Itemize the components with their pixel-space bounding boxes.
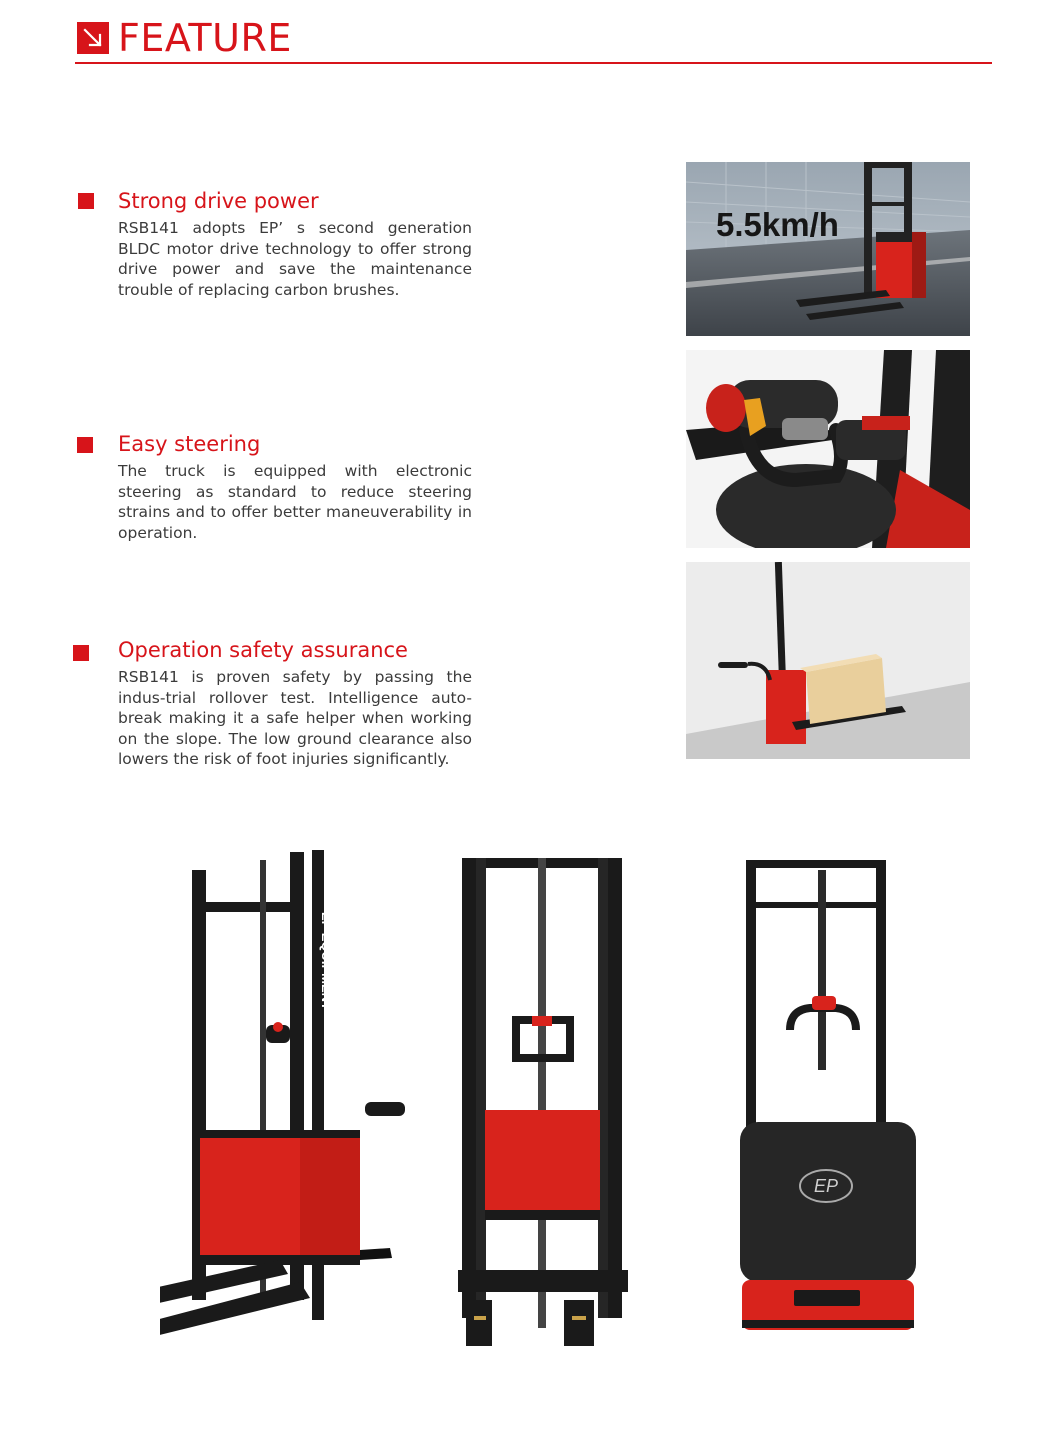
bullet-square-icon	[77, 437, 93, 453]
truck-rear-view	[740, 860, 916, 1330]
photo-drive-speed	[686, 162, 970, 336]
bullet-square-icon	[73, 645, 89, 661]
truck-side-view	[160, 850, 405, 1350]
feature-title: Strong drive power	[118, 189, 319, 213]
bullet-square-icon	[78, 193, 94, 209]
arrow-down-right-icon	[77, 22, 109, 54]
page-title: FEATURE	[118, 16, 292, 60]
photo-safety-slope	[686, 562, 970, 759]
truck-three-views	[160, 830, 950, 1350]
speed-label: 5.5km/h	[716, 206, 839, 243]
header-divider	[75, 62, 992, 64]
brand-text: EP EQUIPMENT	[319, 912, 334, 1011]
photo-steering-handle	[686, 350, 970, 548]
feature-description: The truck is equipped with electronic steering as standard to reduce steering strains and to offer better maneuverability in operation.	[118, 462, 472, 542]
feature-description: RSB141 adopts EP’ s second generation BLDC motor drive technology to offer strong drive power and save the maintenance trouble of replacing carbon brushes.	[118, 219, 472, 299]
feature-description: RSB141 is proven safety by passing the indus-trial rollover test. Intelligence auto-break making it a safe helper when working on the slope. The low ground clearance also lowers the risk of foot injuries significantly.	[118, 668, 472, 769]
feature-title: Operation safety assurance	[118, 638, 408, 662]
ep-logo-text: EP	[813, 1176, 839, 1196]
truck-front-view	[458, 858, 628, 1346]
feature-title: Easy steering	[118, 432, 261, 456]
